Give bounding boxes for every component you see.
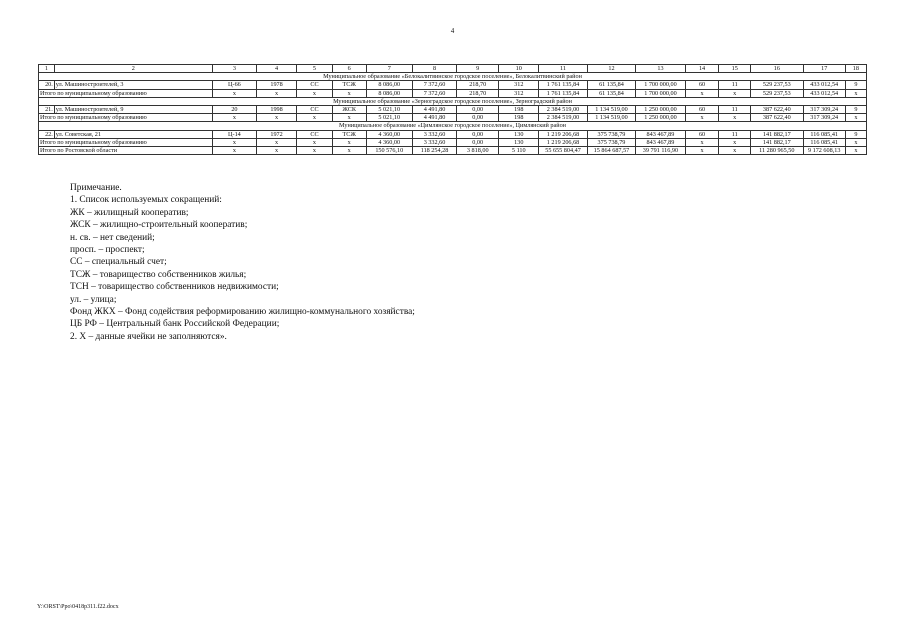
address-cell: ул. Машиностроителей, 9: [54, 105, 212, 113]
table-cell: 317 309,24: [803, 105, 845, 113]
table-cell: х: [719, 146, 751, 154]
table-cell: 60: [685, 130, 719, 138]
table-cell: СС: [297, 130, 333, 138]
table-cell: 141 882,17: [750, 130, 803, 138]
table-cell: х: [845, 89, 866, 97]
table-cell: СС: [297, 81, 333, 89]
table-cell: 3 818,00: [457, 146, 499, 154]
table-cell: 1 700 000,00: [636, 81, 686, 89]
table-cell: 11: [719, 81, 751, 89]
table-cell: 198: [499, 105, 539, 113]
table-cell: х: [297, 146, 333, 154]
table-cell: х: [212, 146, 256, 154]
table-cell: 387 622,40: [750, 105, 803, 113]
note-line: н. св. – нет сведений;: [70, 232, 155, 243]
table-cell: ТСЖ: [332, 81, 366, 89]
note-line: 2. Х – данные ячейки не заполняются».: [70, 331, 227, 342]
row-label-cell: Итого по муниципальному образованию: [39, 89, 213, 97]
table-cell: 55 655 804,47: [539, 146, 587, 154]
subtotal-row: [39, 89, 867, 97]
table-cell: 1 700 000,00: [636, 89, 686, 97]
column-number-cell: 9: [457, 65, 499, 73]
table-cell: 1978: [257, 81, 297, 89]
table-row: [39, 81, 867, 89]
table-cell: х: [212, 138, 256, 146]
table-cell: х: [212, 114, 256, 122]
column-number-cell: 1: [39, 65, 55, 73]
table-cell: 116 085,41: [803, 130, 845, 138]
column-number-cell: 15: [719, 65, 751, 73]
file-path-footer: Y:\ORST\Ppo\0418p311.f22.docx: [37, 604, 119, 610]
table-cell: Ц-66: [212, 81, 256, 89]
row-label-cell: Итого по муниципальному образованию: [39, 138, 213, 146]
row-number-cell: 20.: [39, 81, 55, 89]
table-cell: 1972: [257, 130, 297, 138]
table-cell: х: [332, 89, 366, 97]
table-cell: 0,00: [457, 138, 499, 146]
table-cell: 15 864 687,57: [587, 146, 635, 154]
table-cell: х: [845, 146, 866, 154]
section-title-cell: Муниципальное образование «Зерноградское городское поселение», Зерноградский район: [39, 97, 867, 105]
table-cell: 61 135,84: [587, 89, 635, 97]
table-cell: 3 332,60: [412, 138, 456, 146]
table-cell: 1 761 135,84: [539, 89, 587, 97]
table-cell: 118 254,28: [412, 146, 456, 154]
table-cell: 4 360,00: [366, 138, 412, 146]
column-number-cell: 12: [587, 65, 635, 73]
table-cell: 3 332,60: [412, 130, 456, 138]
table-cell: 5 021,10: [366, 105, 412, 113]
table-cell: х: [332, 146, 366, 154]
table-cell: 843 467,89: [636, 138, 686, 146]
table-cell: 11 280 965,50: [750, 146, 803, 154]
row-number-cell: 22.: [39, 130, 55, 138]
section-title-cell: Муниципальное образование «Белокалитвинское городское поселение», Белокалитвинский район: [39, 73, 867, 81]
table-cell: х: [845, 138, 866, 146]
table-cell: х: [719, 138, 751, 146]
table-cell: 0,00: [457, 130, 499, 138]
table-cell: 0,00: [457, 105, 499, 113]
table-cell: 1 219 206,68: [539, 138, 587, 146]
table-cell: 11: [719, 130, 751, 138]
table-cell: 130: [499, 138, 539, 146]
table-cell: 9 172 608,13: [803, 146, 845, 154]
table-cell: 20: [212, 105, 256, 113]
table-cell: ЖСК: [332, 105, 366, 113]
table-cell: 2 384 519,00: [539, 105, 587, 113]
table-cell: 4 491,80: [412, 105, 456, 113]
table-cell: 5 110: [499, 146, 539, 154]
table-cell: х: [332, 114, 366, 122]
column-number-cell: 11: [539, 65, 587, 73]
table-cell: 39 791 116,90: [636, 146, 686, 154]
table-cell: 0,00: [457, 114, 499, 122]
section-title-cell: Муниципальное образование «Цимлянское городское поселение», Цимлянский район: [39, 122, 867, 130]
column-number-cell: 7: [366, 65, 412, 73]
table-cell: 1 219 206,68: [539, 130, 587, 138]
table-cell: х: [845, 114, 866, 122]
column-number-cell: 18: [845, 65, 866, 73]
note-line: ТСЖ – товарищество собственников жилья;: [70, 269, 247, 280]
table-cell: 1 761 135,84: [539, 81, 587, 89]
note-line: ул. – улица;: [70, 294, 117, 305]
row-label-cell: Итого по Ростовской области: [39, 146, 213, 154]
table-cell: 7 372,60: [412, 89, 456, 97]
table-cell: х: [257, 114, 297, 122]
column-number-cell: 13: [636, 65, 686, 73]
table-cell: х: [212, 89, 256, 97]
table-cell: 130: [499, 130, 539, 138]
table-cell: 198: [499, 114, 539, 122]
table-cell: 2 384 519,00: [539, 114, 587, 122]
notes-block: [70, 182, 415, 343]
table-cell: 312: [499, 89, 539, 97]
table-cell: Ц-14: [212, 130, 256, 138]
note-line: Примечание.: [70, 183, 122, 193]
table-cell: х: [685, 114, 719, 122]
table-cell: 9: [845, 81, 866, 89]
table-cell: х: [297, 114, 333, 122]
section-title-row: [39, 97, 867, 105]
note-line: Фонд ЖКХ – Фонд содействия реформированию жилищно-коммунального хозяйства;: [70, 307, 415, 318]
section-title-row: [39, 73, 867, 81]
column-number-cell: 3: [212, 65, 256, 73]
table-cell: 8 086,00: [366, 81, 412, 89]
table-cell: ТСЖ: [332, 130, 366, 138]
table-cell: х: [719, 114, 751, 122]
table-cell: 150 576,10: [366, 146, 412, 154]
table-cell: 61 135,84: [587, 81, 635, 89]
table-cell: х: [297, 89, 333, 97]
table-cell: 8 086,00: [366, 89, 412, 97]
row-label-cell: Итого по муниципальному образованию: [39, 114, 213, 122]
table-cell: х: [332, 138, 366, 146]
table-cell: 1 250 000,00: [636, 105, 686, 113]
column-number-cell: 17: [803, 65, 845, 73]
table-cell: 843 467,89: [636, 130, 686, 138]
data-table: [38, 64, 867, 155]
table-cell: х: [257, 146, 297, 154]
address-cell: ул. Машиностроителей, 3: [54, 81, 212, 89]
note-line: просп. – проспект;: [70, 245, 145, 256]
column-number-cell: 14: [685, 65, 719, 73]
table-cell: 1998: [257, 105, 297, 113]
row-number-cell: 21.: [39, 105, 55, 113]
table-cell: 60: [685, 81, 719, 89]
table-cell: 1 250 000,00: [636, 114, 686, 122]
table-cell: 529 237,53: [750, 81, 803, 89]
column-number-cell: 16: [750, 65, 803, 73]
grand-total-row: [39, 146, 867, 154]
table-cell: 375 738,79: [587, 138, 635, 146]
table-cell: х: [685, 146, 719, 154]
column-number-cell: 10: [499, 65, 539, 73]
table-cell: х: [685, 89, 719, 97]
column-number-cell: 2: [54, 65, 212, 73]
table-cell: 9: [845, 130, 866, 138]
table-cell: 9: [845, 105, 866, 113]
note-line: ТСН – товарищество собственников недвижимости;: [70, 282, 279, 293]
header-row: [39, 65, 867, 73]
column-number-cell: 5: [297, 65, 333, 73]
table-cell: 218,70: [457, 89, 499, 97]
table-cell: 433 012,54: [803, 89, 845, 97]
table-cell: х: [297, 138, 333, 146]
table-cell: 375 738,79: [587, 130, 635, 138]
note-line: ЦБ РФ – Центральный банк Российской Федерации;: [70, 319, 280, 330]
column-number-cell: 4: [257, 65, 297, 73]
table-cell: 7 372,60: [412, 81, 456, 89]
table-cell: 4 360,00: [366, 130, 412, 138]
table-cell: СС: [297, 105, 333, 113]
table-cell: 4 491,80: [412, 114, 456, 122]
address-cell: ул. Советская, 21: [54, 130, 212, 138]
table-row: [39, 130, 867, 138]
table-cell: 5 021,10: [366, 114, 412, 122]
table-cell: 312: [499, 81, 539, 89]
page-number: 4: [450, 27, 455, 35]
table-cell: 11: [719, 105, 751, 113]
table-cell: 116 085,41: [803, 138, 845, 146]
table-cell: х: [257, 138, 297, 146]
note-line: ЖК – жилищный кооператив;: [70, 207, 189, 218]
table-cell: 529 237,53: [750, 89, 803, 97]
column-number-cell: 6: [332, 65, 366, 73]
subtotal-row: [39, 138, 867, 146]
table-cell: 1 134 519,00: [587, 114, 635, 122]
table-cell: 1 134 519,00: [587, 105, 635, 113]
column-number-cell: 8: [412, 65, 456, 73]
note-line: ЖСК – жилищно-строительный кооператив;: [70, 220, 248, 231]
subtotal-row: [39, 114, 867, 122]
table-cell: 141 882,17: [750, 138, 803, 146]
note-line: 1. Список используемых сокращений:: [70, 195, 222, 206]
table-cell: х: [719, 89, 751, 97]
table-row: [39, 105, 867, 113]
table-cell: х: [685, 138, 719, 146]
section-title-row: [39, 122, 867, 130]
table-cell: 433 012,54: [803, 81, 845, 89]
note-line: СС – специальный счет;: [70, 257, 167, 268]
table-cell: 317 309,24: [803, 114, 845, 122]
table-cell: 387 622,40: [750, 114, 803, 122]
table-cell: 60: [685, 105, 719, 113]
table-cell: х: [257, 89, 297, 97]
table-cell: 218,70: [457, 81, 499, 89]
